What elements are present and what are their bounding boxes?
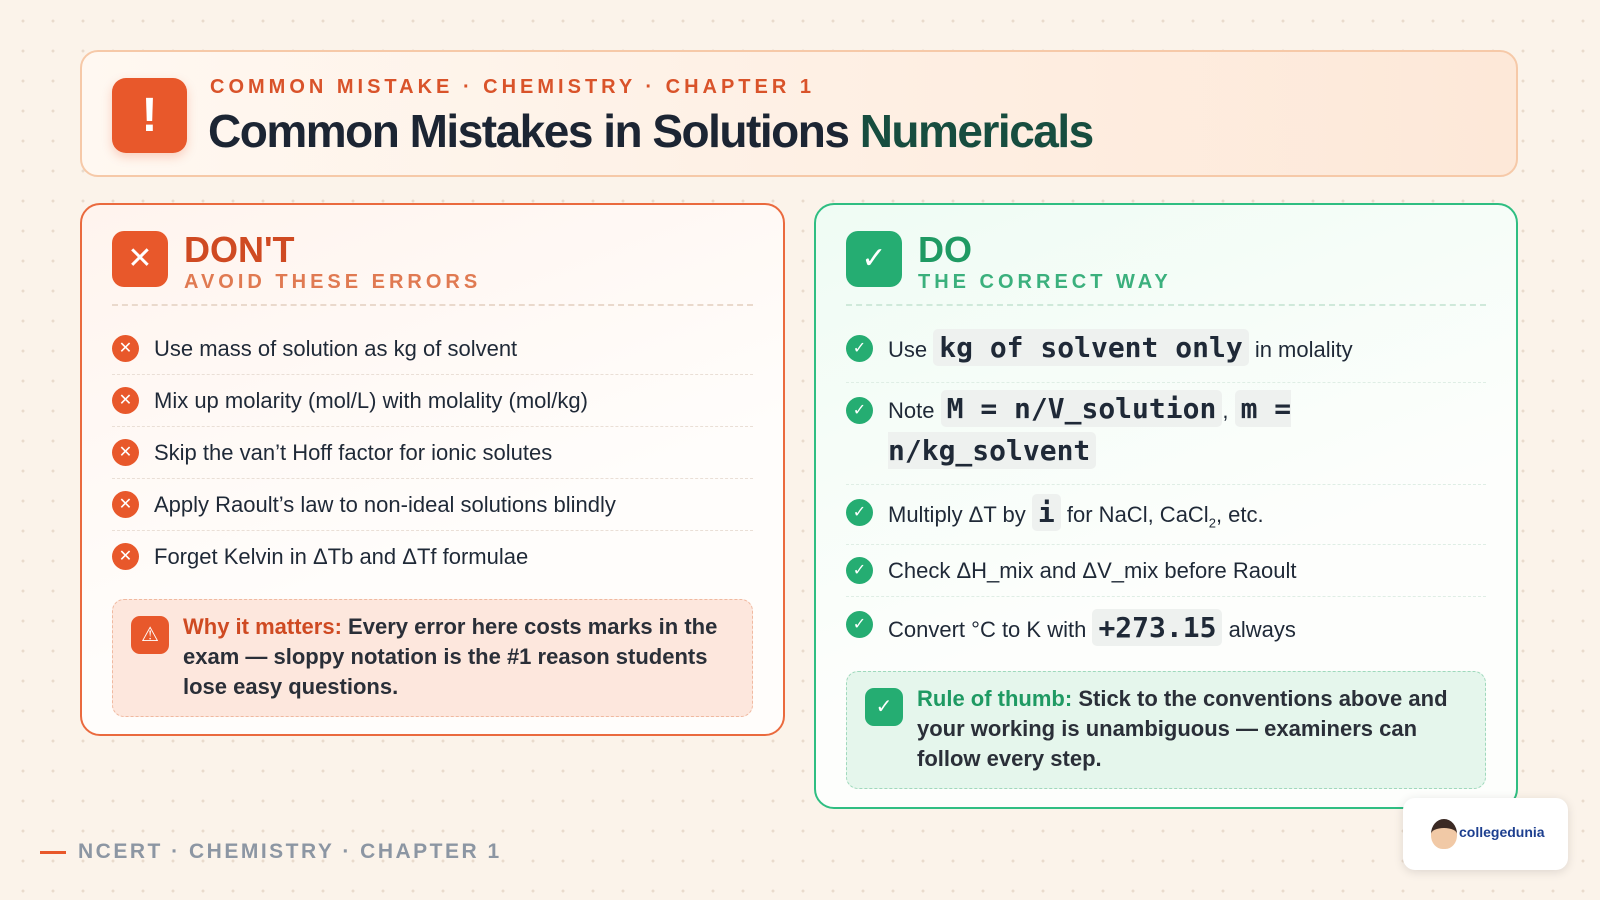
dont-title: DON'T xyxy=(184,229,295,270)
code-snippet: +273.15 xyxy=(1092,609,1222,646)
check-icon: ✓ xyxy=(865,688,903,726)
do-item-text: , xyxy=(1222,398,1229,423)
x-circle-icon: ✕ xyxy=(112,335,139,362)
check-icon: ✓ xyxy=(846,231,902,287)
dont-item-text: Skip the van’t Hoff factor for ionic solutes xyxy=(154,440,553,465)
do-item xyxy=(846,545,1486,597)
code-snippet: kg of solvent only xyxy=(933,329,1248,366)
cross-icon: ✕ xyxy=(112,231,168,287)
dont-list xyxy=(112,323,753,583)
title-main: Common Mistakes in Solutions xyxy=(208,105,849,157)
footer-dash xyxy=(40,851,66,854)
dont-card-header xyxy=(112,229,753,306)
check-circle-icon: ✓ xyxy=(846,499,873,526)
dont-subtitle: AVOID THESE ERRORS xyxy=(184,271,482,293)
code-snippet: m = n/kg_solvent xyxy=(888,392,1292,467)
check-circle-icon: ✓ xyxy=(846,397,873,424)
dont-item xyxy=(112,427,753,479)
footer-label xyxy=(40,840,502,864)
warning-icon: ⚠ xyxy=(131,616,169,654)
do-item xyxy=(846,485,1486,545)
dont-item-text: Apply Raoult’s law to non-ideal solutions blindly xyxy=(154,492,616,517)
note-lead: Rule of thumb: xyxy=(917,686,1073,711)
x-circle-icon: ✕ xyxy=(112,491,139,518)
page-title xyxy=(208,104,1093,158)
do-subtitle: THE CORRECT WAY xyxy=(918,271,1172,293)
dont-item-text: Mix up molarity (mol/L) with molality (mol/kg) xyxy=(154,388,588,413)
dont-item-text: Use mass of solution as kg of solvent xyxy=(154,336,518,361)
code-snippet: i xyxy=(1032,494,1061,531)
do-item-text: Convert °C to K with xyxy=(888,617,1087,642)
do-list xyxy=(846,323,1486,659)
dont-item xyxy=(112,531,753,583)
subscript: 2 xyxy=(1208,515,1216,531)
note-text: Stick to the conventions above and your working is unambiguous — examiners can follow every step. xyxy=(917,686,1448,771)
dont-item xyxy=(112,375,753,427)
exclamation-icon: ! xyxy=(112,78,187,153)
x-circle-icon: ✕ xyxy=(112,387,139,414)
do-item-text: Note xyxy=(888,398,935,423)
note-text: Every error here costs marks in the exam — sloppy notation is the #1 reason students lose easy questions. xyxy=(183,614,718,699)
footer-text: NCERT · CHEMISTRY · CHAPTER 1 xyxy=(78,840,502,863)
do-item-text: Use xyxy=(888,337,928,362)
do-item-text: always xyxy=(1228,617,1296,642)
do-item-text: for NaCl, CaCl xyxy=(1066,502,1209,527)
do-item-text: Multiply ΔT by xyxy=(888,502,1026,527)
rule-of-thumb-note xyxy=(846,671,1486,789)
why-it-matters-note xyxy=(112,599,753,717)
do-item-text: Check ΔH_mix and ΔV_mix before Raoult xyxy=(888,558,1297,583)
do-item-text: , etc. xyxy=(1215,502,1264,527)
check-circle-icon: ✓ xyxy=(846,335,873,362)
dont-item xyxy=(112,479,753,531)
do-title: DO xyxy=(918,229,972,270)
dont-item xyxy=(112,323,753,375)
dont-item-text: Forget Kelvin in ΔTb and ΔTf formulae xyxy=(154,544,529,569)
header-banner xyxy=(80,50,1518,177)
do-card xyxy=(814,203,1518,809)
do-card-header xyxy=(846,229,1486,306)
dont-card xyxy=(80,203,785,736)
check-circle-icon: ✓ xyxy=(846,611,873,638)
code-snippet: M = n/V_solution xyxy=(941,390,1223,427)
do-item xyxy=(846,323,1486,383)
mascot-icon xyxy=(1431,819,1457,849)
x-circle-icon: ✕ xyxy=(112,543,139,570)
note-lead: Why it matters: xyxy=(183,614,342,639)
do-item xyxy=(846,597,1486,659)
logo-text: collegedunia xyxy=(1459,824,1545,840)
check-circle-icon: ✓ xyxy=(846,557,873,584)
title-accent: Numericals xyxy=(859,105,1093,157)
header-kicker: COMMON MISTAKE · CHEMISTRY · CHAPTER 1 xyxy=(210,76,815,98)
do-item xyxy=(846,383,1486,485)
x-circle-icon: ✕ xyxy=(112,439,139,466)
do-item-text: in molality xyxy=(1254,337,1353,362)
collegedunia-logo[interactable] xyxy=(1403,798,1568,870)
